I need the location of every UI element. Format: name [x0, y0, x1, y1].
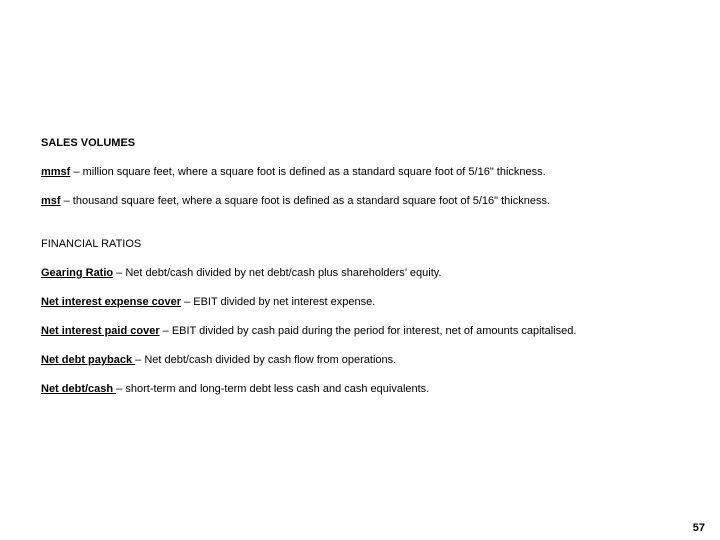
term-net-debt-cash: Net debt/cash — [41, 383, 117, 395]
term-mmsf: mmsf — [41, 166, 71, 178]
term-gearing-ratio: Gearing Ratio — [41, 267, 114, 279]
term-msf: msf — [41, 195, 61, 207]
definition-text-mmsf: – million square feet, where a square foot is defined as a standard square foot of 5/16" thickness. — [70, 166, 546, 178]
definition-text-net-interest-expense-cover: – EBIT divided by net interest expense. — [181, 296, 376, 308]
definition-net-debt-cash — [41, 382, 701, 396]
page-number: 57 — [692, 522, 705, 534]
definition-text-net-interest-paid-cover: – EBIT divided by cash paid during the period for interest, net of amounts capitalised. — [159, 325, 577, 337]
term-net-interest-paid-cover: Net interest paid cover — [41, 325, 160, 337]
definition-text-msf: – thousand square feet, where a square foot is defined as a standard square foot of 5/16" thickness. — [60, 195, 551, 207]
definition-mmsf — [41, 165, 701, 179]
section-heading-sales-volumes: SALES VOLUMES — [41, 137, 136, 149]
term-net-interest-expense-cover: Net interest expense cover — [41, 296, 182, 308]
definition-net-interest-expense-cover — [41, 295, 701, 309]
definition-text-net-debt-cash: – short-term and long-term debt less cash and cash equivalents. — [116, 383, 430, 395]
definition-net-debt-payback — [41, 353, 701, 367]
definition-text-net-debt-payback: – Net debt/cash divided by cash flow from operations. — [135, 354, 397, 366]
definition-gearing-ratio — [41, 266, 701, 280]
term-net-debt-payback: Net debt payback — [41, 354, 136, 366]
glossary-content — [41, 136, 701, 396]
definition-text-gearing-ratio: – Net debt/cash divided by net debt/cash plus shareholders’ equity. — [113, 267, 442, 279]
definition-msf — [41, 194, 701, 208]
definition-net-interest-paid-cover — [41, 324, 701, 338]
section-heading-financial-ratios: FINANCIAL RATIOS — [41, 238, 142, 250]
